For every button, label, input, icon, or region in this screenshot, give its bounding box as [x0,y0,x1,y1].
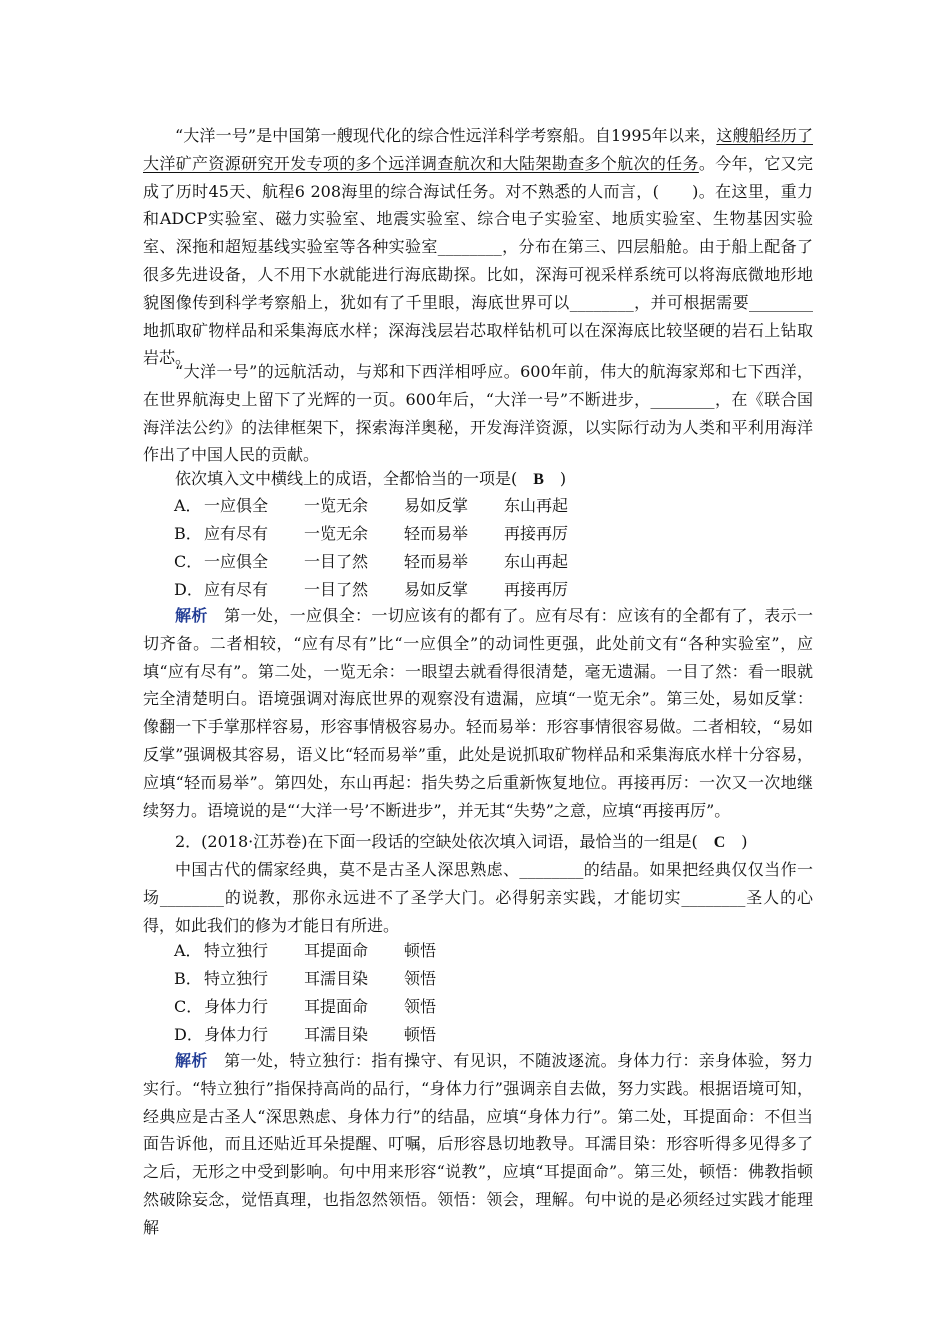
q1-option-d: D．应有尽有 一目了然 易如反掌 再接再厉 [174,580,569,599]
q1-option-c: C． 一应俱全 一目了然 轻而易举 东山再起 [174,552,569,571]
q2-option-b: B． 特立独行 耳濡目染 领悟 [174,969,437,988]
q2-option-c: C． 身体力行 耳提面命 领悟 [174,997,437,1016]
q1-option-b: B． 应有尽有 一览无余 轻而易举 再接再厉 [174,524,569,543]
q1-passage-2: “大洋一号”的远航活动，与郑和下西洋相呼应。600年前，伟大的航海家郑和七下西洋，在世界航海史上留下了光辉的一页。600年后，“大洋一号”不断进步，________，在《联合国海洋法公约》的法律框架下，探索海洋奥秘，开发海洋资源，以实际行动为人类和平利用海洋作出了中国人民的贡献。 [143,362,813,465]
q1-passage-1: “大洋一号”是中国第一艘现代化的综合性远洋科学考察船。自1995年以来，这艘船经历了大洋矿产资源研究开发专项的多个远洋调查航次和大陆架勘查多个航次的任务。今年，它又完成了历时45天、航程6 208海里的综合海试任务。对不熟悉的人而言，( )。在这里，重力和ADCP实验室、磁力实验室、地震实验室、综合电子实验室、地质实验室、生物基因实验室、深拖和超短基线实验室等各种实验室________，分布在第三、四层船舱。由于船上配备了很多先进设备，人不用下水就能进行海底勘探。比如，深海可视采样系统可以将海底微地形地貌图像传到科学考察船上，犹如有了千里眼，海底世界可以________，并可根据需要________地抓取矿物样品和采集海底水样；深海浅层岩芯取样钻机可以在深海底比较坚硬的岩石上钻取岩芯。 [143,126,813,368]
jiexi-label: 解析 [175,606,208,625]
q2-explanation: 解析 第一处，特立独行：指有操守、有见识，不随波逐流。身体力行：亲身体验，努力实行。“特立独行”指保持高尚的品行，“身体力行”强调亲自去做，努力实践。根据语境可知，经典应是古圣人“深思熟虑、身体力行”的结晶，应填“身体力行”。第二处，耳提面命：不但当面告诉他，而且还贴近耳朵提醒、叮嘱，后形容恳切地教导。耳濡目染：形容听得多见得多了之后，无形之中受到影响。句中用来形容“说教”，应填“耳提面命”。第三处，顿悟：佛教指顿然破除妄念，觉悟真理，也指忽然领悟。领悟：领会，理解。句中说的是必须经过实践才能理解 [143,1051,813,1237]
q1-question: 依次填入文中横线上的成语，全都恰当的一项是( B ) [175,469,567,488]
q2-option-d: D．身体力行 耳濡目染 顿悟 [174,1025,437,1044]
q1-explanation: 解析 第一处，一应俱全：一切应该有的都有了。应有尽有：应该有的全都有了，表示一切齐备。二者相较，“应有尽有”比“一应俱全”的动词性更强，此处前文有“各种实验室”，应填“应有尽有”。第二处，一览无余：一眼望去就看得很清楚，毫无遗漏。一目了然：看一眼就完全清楚明白。语境强调对海底世界的观察没有遗漏，应填“一览无余”。第三处，易如反掌：像翻一下手掌那样容易，形容事情极容易办。轻而易举：形容事情很容易做。二者相较，“易如反掌”强调极其容易，语义比“轻而易举”重，此处是说抓取矿物样品和采集海底水样十分容易，应填“轻而易举”。第四处，东山再起：指失势之后重新恢复地位。再接再厉：一次又一次地继续努力。语境说的是“‘大洋一号’不断进步”，并无其“失势”之意，应填“再接再厉”。 [143,606,813,820]
jiexi-label: 解析 [175,1051,208,1070]
underlined-sentence: 这艘船经历了大洋矿产资源研究开发专项的多个远洋调查航次和大陆架勘查多个航次的任务 [143,126,813,173]
q2-stem: 2．(2018·江苏卷)在下面一段话的空缺处依次填入词语，最恰当的一组是( C ) [175,832,748,851]
q2-option-a: A． 特立独行 耳提面命 顿悟 [174,941,437,960]
q2-passage: 中国古代的儒家经典，莫不是古圣人深思熟虑、________的结晶。如果把经典仅仅当作一场________的说教，那你永远进不了圣学大门。必得躬亲实践，才能切实________圣人的心得，如此我们的修为才能日有所进。 [143,860,813,935]
q1-option-a: A． 一应俱全 一览无余 易如反掌 东山再起 [174,496,569,515]
q2-answer: C [713,834,726,851]
q1-answer: B [533,471,544,488]
